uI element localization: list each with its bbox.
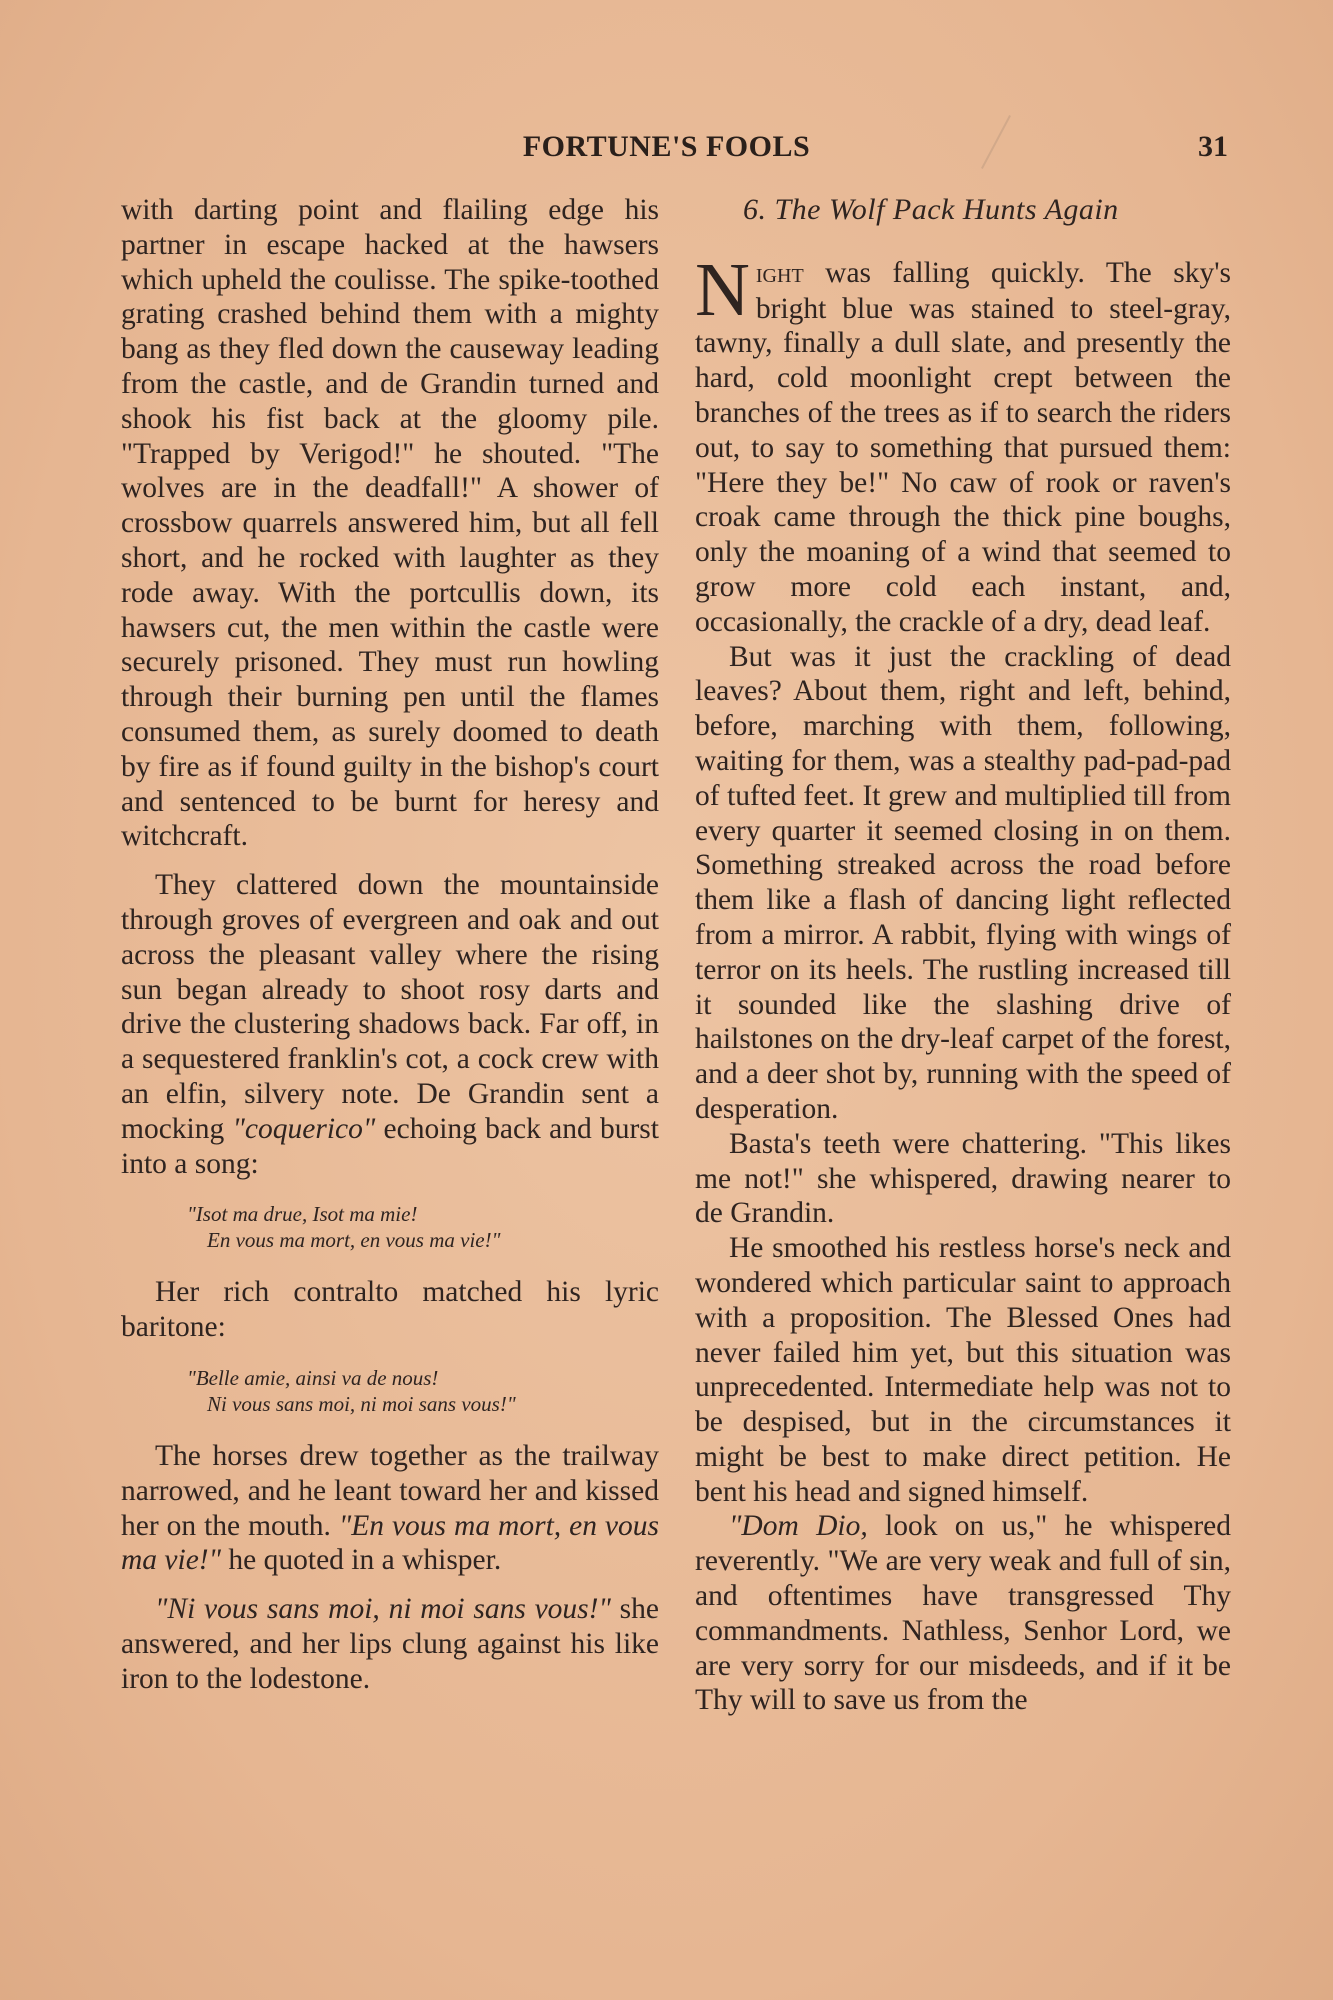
paragraph-text: was falling quickly. The sky's bright blue was stained to steel-gray, tawny, finally a dull slate, and presently the hard, cold moonlight crept between the branches of the trees as if to search the riders out, to say to something that pursued them: "Here they be!" No caw of rook or raven's croak came through the thick pine boughs, only the moaning of a wind that seemed to grow more cold each instant, and, occasionally, the crackle of a dry, dead leaf. [695, 256, 1231, 638]
verse [187, 1365, 659, 1417]
drop-cap: N [695, 247, 750, 332]
verse-line: "Isot ma drue, Isot ma mie! [187, 1202, 418, 1227]
paragraph-text: They clattered down the mountainside through groves of evergreen and oak and out across the pleasant valley where the rising sun began already to shoot rosy darts and drive the clustering shadows back. Far off, in a sequestered franklin's cot, a cock crew with an elfin, silvery note. De Grandin sent a mocking [121, 869, 659, 1145]
paragraph [121, 1592, 659, 1696]
section-heading: 6. The Wolf Pack Hunts Again [743, 193, 1119, 226]
verse-line: "Belle amie, ainsi va de nous! [187, 1365, 439, 1390]
paragraph: Basta's teeth were chattering. "This likes me not!" she whispered, drawing nearer to de Grandin. [695, 1127, 1231, 1230]
right-column [695, 193, 1231, 1718]
paragraph [121, 1439, 659, 1578]
running-head: FORTUNE'S FOOLS [522, 130, 811, 163]
paragraph: But was it just the crackling of dead leaves? About them, right and left, behind, before, marching with them, following, waiting for them, was a stealthy pad-pad-pad of tufted feet. It grew and multiplied till from every quarter it seemed closing in on them. Something streaked across the road before them like a flash of dancing light reflected from a mirror. A rabbit, flying with wings of terror on its heels. The rustling increased till it sounded like the slashing drive of hailstones on the dry-leaf carpet of the forest, and a deer shot by, running with the speed of desperation. [695, 640, 1231, 1125]
italic-phrase: "Dom Dio, [729, 1510, 868, 1543]
verse [187, 1201, 659, 1253]
paragraph-text: she answered, and her lips clung against his like iron to the lodestone. [121, 1593, 659, 1695]
paragraph-text: echoing back and burst into a song: [121, 1112, 659, 1180]
italic-phrase: "En vous ma mort, en vous ma vie!" [121, 1509, 659, 1577]
paragraph [695, 247, 1231, 640]
paragraph: Her rich contralto matched his lyric baritone: [121, 1276, 659, 1344]
paragraph [695, 1509, 1231, 1718]
page-number: 31 [1198, 130, 1228, 163]
verse-line: Ni vous sans moi, ni moi sans vous!" [207, 1391, 516, 1416]
page-header [0, 130, 1333, 170]
paragraph: with darting point and flailing edge his partner in escape hacked at the hawsers which upheld the coulisse. The spike-toothed grating crashed behind them with a mighty bang as they fled down the causeway leading from the castle, and de Grandin turned and shook his fist back at the gloomy pile. "Trapped by Verigod!" he shouted. "The wolves are in the deadfall!" A shower of crossbow quarrels answered him, but all fell short, and he rocked with laughter as they rode away. With the portcullis down, its hawsers cut, the men within the castle were securely prisoned. They must run howling through their burning pen until the flames consumed them, as surely doomed to death by fire as if found guilty in the bishop's court and sentenced to be burnt for heresy and witchcraft. [121, 194, 659, 853]
paragraph-text: The horses drew together as the trailway narrowed, and he leant toward her and kissed her on the mouth. [121, 1439, 659, 1542]
paragraph [121, 868, 659, 1181]
italic-phrase: "coquerico" [232, 1112, 376, 1145]
paragraph-text: look on us," he whispered reverently. "We are very weak and full of sin, and oftentimes have transgressed Thy commandments. Nathless, Senhor Lord, we are very sorry for our misdeeds, and if it be Thy will to save us from the [695, 1510, 1231, 1717]
small-caps-text: ight [755, 257, 804, 289]
left-column [121, 193, 659, 1696]
verse-line: En vous ma mort, en vous ma vie!" [207, 1228, 501, 1253]
paragraph: He smoothed his restless horse's neck and wondered which particular saint to approach with a proposition. The Blessed Ones had never failed him yet, but this situation was unprecedented. Intermediate help was not to be despised, but in the circumstances it might be best to make direct petition. He bent his head and signed himself. [695, 1232, 1231, 1508]
italic-phrase: "Ni vous sans moi, ni moi sans vous!" [155, 1593, 611, 1626]
paragraph-text: he quoted in a whisper. [221, 1544, 502, 1577]
